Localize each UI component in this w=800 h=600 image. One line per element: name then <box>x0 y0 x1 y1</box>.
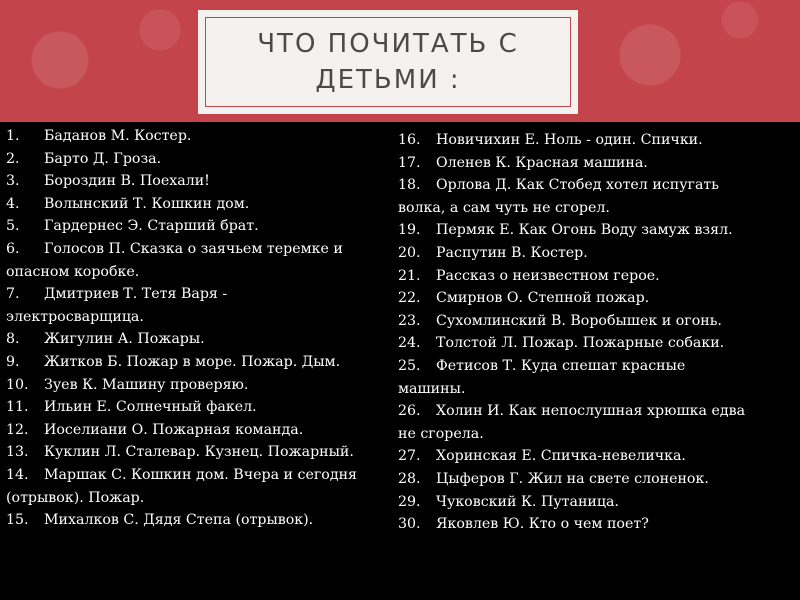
book-list-item <box>6 351 388 374</box>
item-text: Житков Б. Пожар в море. Пожар. Дым. <box>44 353 341 370</box>
item-text: Рассказ о неизвестном герое. <box>436 267 660 284</box>
item-text: Гардернес Э. Старший брат. <box>44 218 259 235</box>
item-number: 24. <box>398 335 421 352</box>
item-text: Толстой Л. Пожар. Пожарные собаки. <box>436 335 725 352</box>
book-list-item <box>6 170 388 193</box>
item-text: Пермяк Е. Как Огонь Воду замуж взял. <box>436 222 733 239</box>
book-list-item <box>398 468 794 491</box>
book-list-right <box>398 129 794 536</box>
item-number: 28. <box>398 470 421 487</box>
book-list-item <box>398 242 794 265</box>
item-number: 4. <box>6 195 20 212</box>
book-list-item <box>398 491 794 514</box>
item-text: Куклин Л. Сталевар. Кузнец. Пожарный. <box>44 444 354 461</box>
book-list-item <box>6 464 388 487</box>
item-number: 15. <box>6 512 29 529</box>
slide-title: ЧТО ПОЧИТАТЬ С ДЕТЬМИ : <box>257 29 519 95</box>
book-list-item <box>6 374 388 397</box>
item-text: Михалков С. Дядя Степа (отрывок). <box>44 512 314 529</box>
book-list-item <box>6 125 388 148</box>
item-number: 22. <box>398 290 421 307</box>
book-list-item <box>398 287 794 310</box>
book-list-item <box>6 283 388 306</box>
item-continuation: (отрывок). Пожар. <box>6 489 145 506</box>
book-list-item <box>398 400 794 423</box>
book-list-item <box>6 441 388 464</box>
book-list-item <box>398 265 794 288</box>
book-list-item <box>398 445 794 468</box>
item-number: 29. <box>398 493 421 510</box>
item-text: Бороздин В. Поехали! <box>44 173 210 190</box>
item-number: 19. <box>398 222 421 239</box>
item-text: Фетисов Т. Куда спешат красные <box>436 357 686 374</box>
item-number: 20. <box>398 244 421 261</box>
item-number: 14. <box>6 466 29 483</box>
item-text: Яковлев Ю. Кто о чем поет? <box>436 516 649 533</box>
item-text: Голосов П. Сказка о заячьем теремке и <box>44 240 343 257</box>
book-list-item <box>6 328 388 351</box>
book-list-item <box>398 129 794 152</box>
item-text: Сухомлинский В. Воробышек и огонь. <box>436 312 722 329</box>
item-number: 10. <box>6 376 29 393</box>
title-box <box>196 8 580 116</box>
item-number: 9. <box>6 353 20 370</box>
item-number: 25. <box>398 357 421 374</box>
book-list-item <box>6 193 388 216</box>
book-list-item <box>6 148 388 171</box>
item-number: 30. <box>398 516 421 533</box>
item-number: 12. <box>6 421 29 438</box>
item-number: 27. <box>398 448 421 465</box>
item-number: 6. <box>6 240 20 257</box>
item-text: Смирнов О. Степной пожар. <box>436 290 650 307</box>
item-number: 7. <box>6 286 20 303</box>
item-text: Распутин В. Костер. <box>436 244 588 261</box>
item-number: 11. <box>6 399 29 416</box>
book-list-item <box>6 396 388 419</box>
item-text: Баданов М. Костер. <box>44 128 192 144</box>
book-list-item <box>398 513 794 536</box>
item-number: 2. <box>6 150 20 167</box>
book-list-item <box>398 219 794 242</box>
item-number: 16. <box>398 132 421 148</box>
book-list-item <box>6 509 388 532</box>
item-continuation: электросварщица. <box>6 308 144 325</box>
item-number: 5. <box>6 218 20 235</box>
item-number: 17. <box>398 154 421 171</box>
book-list-item <box>398 152 794 175</box>
item-text: Зуев К. Машину проверяю. <box>44 376 249 393</box>
item-text: Новичихин Е. Ноль - один. Спички. <box>436 132 703 148</box>
item-text: Оленев К. Красная машина. <box>436 154 648 171</box>
book-list-item <box>6 215 388 238</box>
book-list-item <box>398 174 794 197</box>
item-text: Ильин Е. Солнечный факел. <box>44 399 257 416</box>
item-text: Чуковский К. Путаница. <box>436 493 619 510</box>
item-text: Цыферов Г. Жил на свете слоненок. <box>436 470 709 487</box>
item-continuation: волка, а сам чуть не сгорел. <box>398 199 610 216</box>
item-number: 18. <box>398 177 421 194</box>
book-list-item <box>398 332 794 355</box>
item-text: Волынский Т. Кошкин дом. <box>44 195 250 212</box>
item-continuation: не сгорела. <box>398 425 484 442</box>
book-list-item <box>6 419 388 442</box>
item-continuation: машины. <box>398 380 466 397</box>
item-text: Орлова Д. Как Стобед хотел испугать <box>436 177 720 194</box>
book-list-left <box>6 125 388 532</box>
book-list-item <box>398 355 794 378</box>
item-text: Барто Д. Гроза. <box>44 150 162 167</box>
item-continuation: опасном коробке. <box>6 263 140 280</box>
item-number: 1. <box>6 128 20 144</box>
item-text: Маршак С. Кошкин дом. Вчера и сегодня <box>44 466 357 483</box>
book-list-item <box>398 310 794 333</box>
item-number: 3. <box>6 173 20 190</box>
item-text: Жигулин А. Пожары. <box>44 331 205 348</box>
item-number: 26. <box>398 403 421 420</box>
item-text: Хоринская Е. Спичка-невеличка. <box>436 448 686 465</box>
item-text: Холин И. Как непослушная хрюшка едва <box>436 403 746 420</box>
book-list-item <box>6 238 388 261</box>
item-text: Иоселиани О. Пожарная команда. <box>44 421 304 438</box>
item-number: 8. <box>6 331 20 348</box>
item-number: 23. <box>398 312 421 329</box>
item-number: 13. <box>6 444 29 461</box>
item-text: Дмитриев Т. Тетя Варя - <box>44 286 228 303</box>
item-number: 21. <box>398 267 421 284</box>
